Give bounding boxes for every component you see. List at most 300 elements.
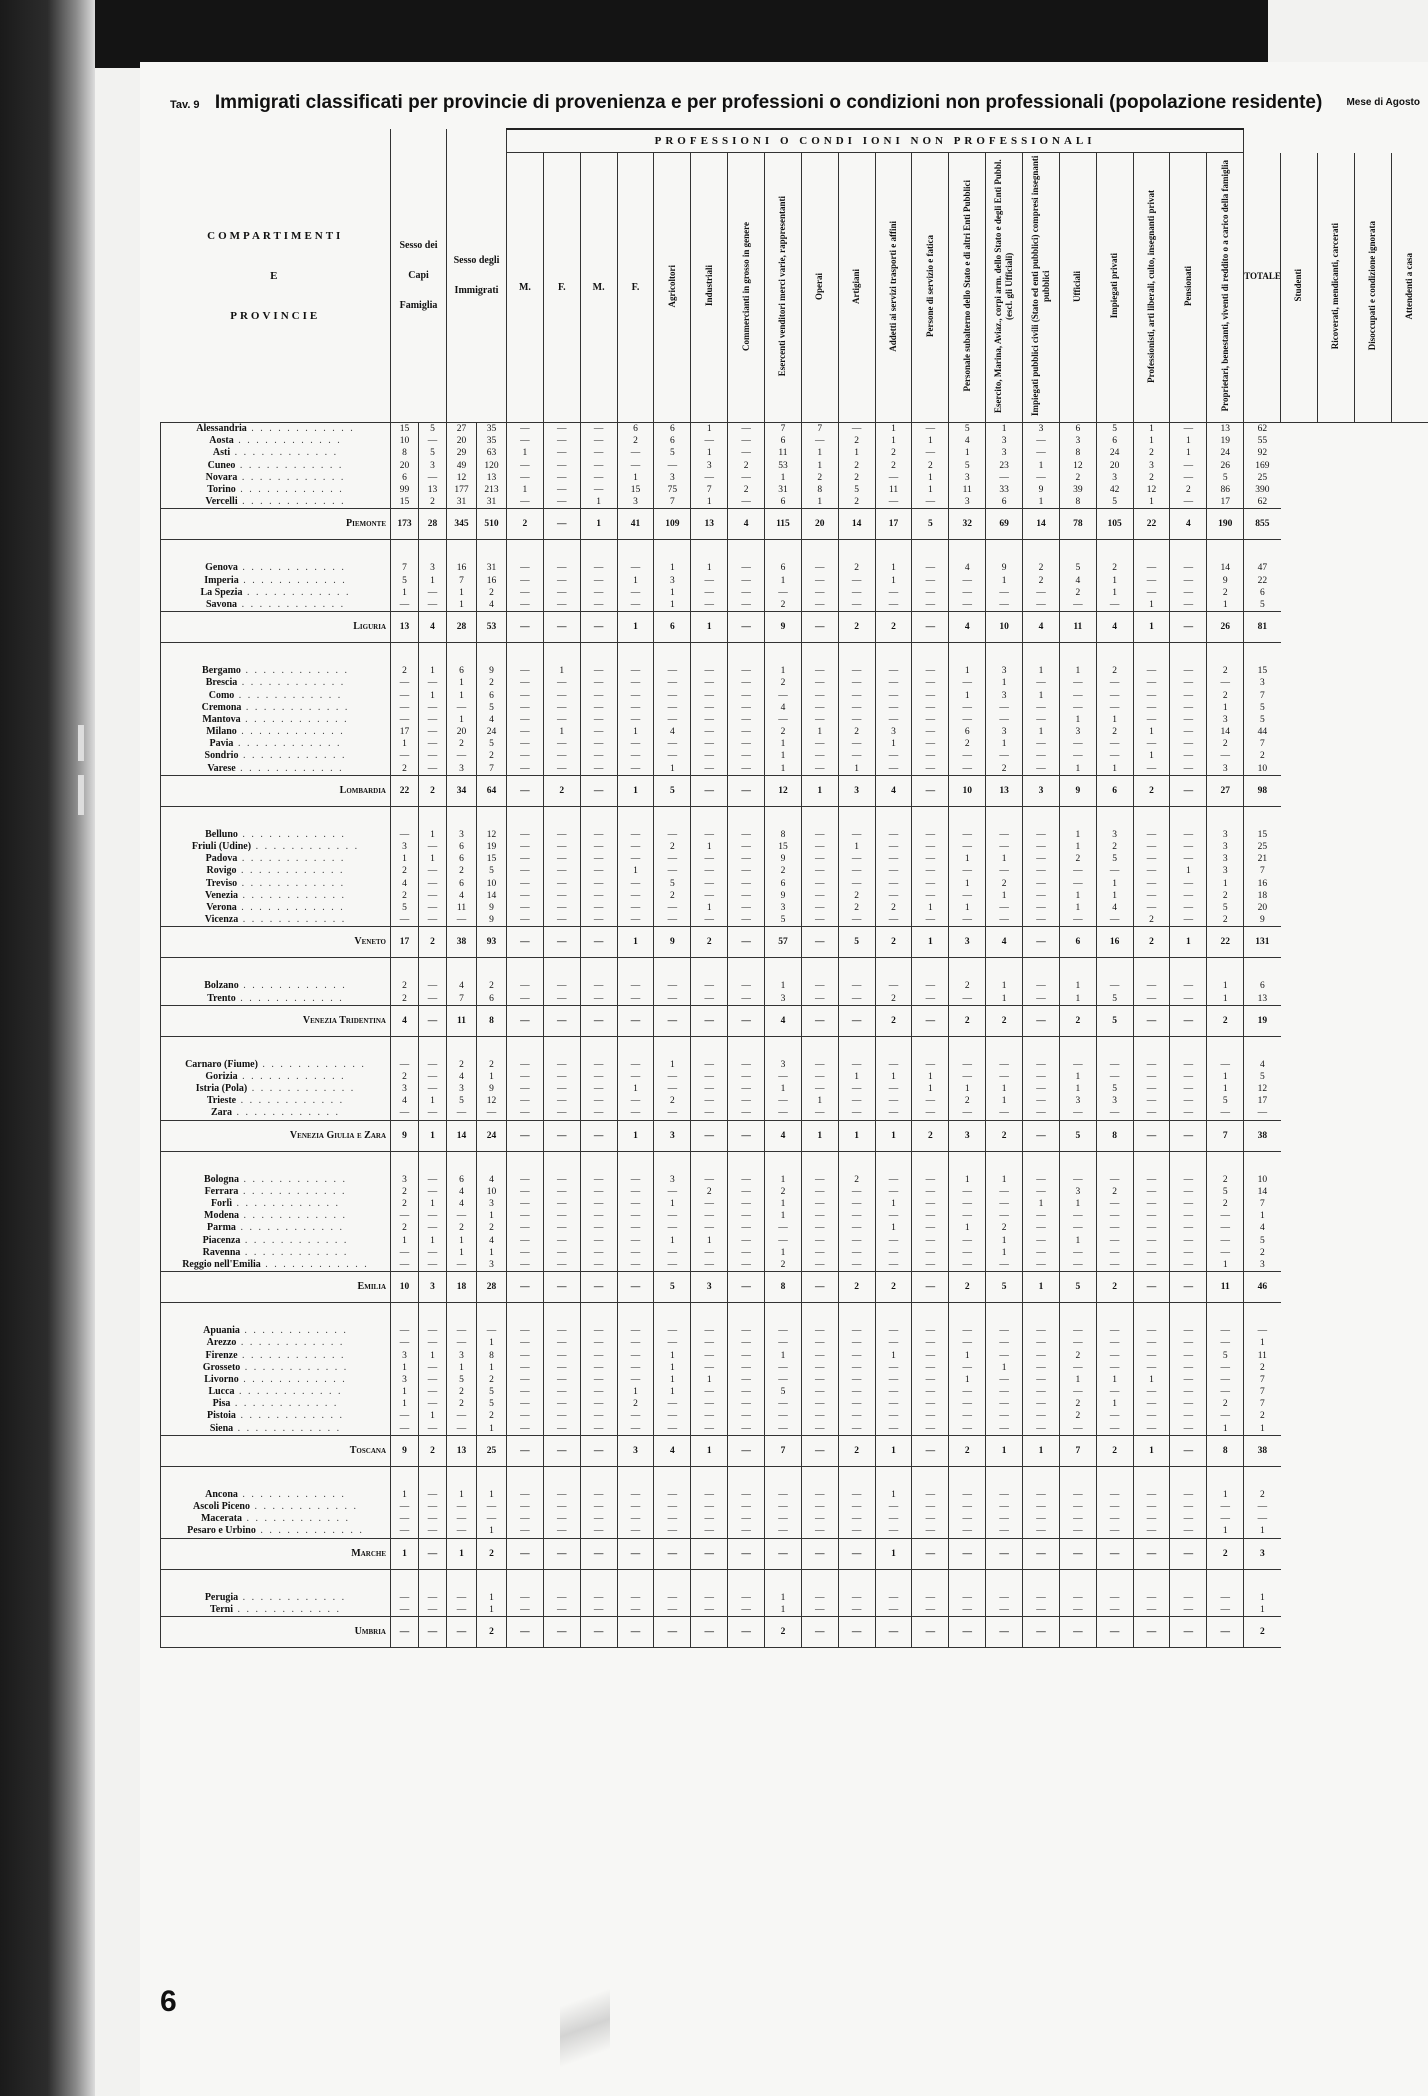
- region-total-row: [161, 1005, 1428, 1036]
- value-cell: —: [1170, 775, 1207, 806]
- value-cell: —: [691, 472, 728, 484]
- value-cell: —: [838, 423, 875, 436]
- value-cell: 3: [419, 562, 447, 574]
- province-name: [161, 1059, 391, 1071]
- province-name: [161, 447, 391, 459]
- row-label: Lucca: [208, 1386, 235, 1398]
- value-cell: 1: [419, 853, 447, 865]
- value-cell: —: [838, 1525, 875, 1538]
- value-cell: 9: [391, 1435, 419, 1466]
- value-cell: 2: [765, 1259, 802, 1272]
- region-name: [161, 1435, 391, 1466]
- value-cell: —: [391, 1259, 419, 1272]
- row-label: Zara: [210, 1107, 233, 1119]
- value-cell: —: [507, 1325, 544, 1337]
- value-cell: 24: [1207, 447, 1244, 459]
- value-cell: —: [801, 1410, 838, 1422]
- value-cell: —: [912, 447, 949, 459]
- province-name: [161, 1071, 391, 1083]
- province-row: [161, 1186, 1428, 1198]
- value-cell: 2: [391, 1198, 419, 1210]
- value-cell: 1: [691, 841, 728, 853]
- value-cell: —: [580, 702, 617, 714]
- value-cell: —: [654, 1186, 691, 1198]
- compartimenti-header: [161, 129, 391, 423]
- province-row: [161, 1210, 1428, 1222]
- value-cell: —: [1170, 423, 1207, 436]
- value-cell: 3: [1023, 423, 1060, 436]
- value-cell: —: [691, 1083, 728, 1095]
- region-name: [161, 509, 391, 540]
- value-cell: —: [654, 689, 691, 701]
- value-cell: —: [543, 1198, 580, 1210]
- total-cell: 1: [1244, 1337, 1281, 1349]
- spacer-cell: [419, 1036, 447, 1059]
- value-cell: 8: [801, 484, 838, 496]
- value-cell: —: [507, 677, 544, 689]
- spacer-cell: [1023, 643, 1060, 666]
- spacer-cell: [654, 958, 691, 981]
- value-cell: —: [875, 1513, 912, 1525]
- value-cell: —: [1133, 841, 1170, 853]
- value-cell: 1: [691, 902, 728, 914]
- value-cell: 41: [617, 509, 654, 540]
- spacer-cell: [1244, 1466, 1281, 1489]
- value-cell: 2: [419, 496, 447, 509]
- value-cell: 1: [875, 1120, 912, 1151]
- value-cell: —: [580, 460, 617, 472]
- spacer-cell: [801, 643, 838, 666]
- value-cell: —: [691, 665, 728, 677]
- province-row: [161, 677, 1428, 689]
- province-name: [161, 1386, 391, 1398]
- value-cell: —: [617, 1005, 654, 1036]
- value-cell: 5: [654, 775, 691, 806]
- leader-dots: . . . . . . . . . . . .: [240, 1234, 349, 1246]
- value-cell: 5: [1059, 1120, 1096, 1151]
- value-cell: —: [1133, 1247, 1170, 1259]
- spacer-cell: [949, 1303, 986, 1326]
- value-cell: 1: [654, 1235, 691, 1247]
- value-cell: —: [617, 914, 654, 927]
- value-cell: —: [875, 914, 912, 927]
- region-total-row: [161, 775, 1428, 806]
- value-cell: 1: [949, 878, 986, 890]
- value-cell: —: [691, 1174, 728, 1186]
- value-cell: —: [949, 1592, 986, 1604]
- value-cell: —: [419, 1525, 447, 1538]
- value-cell: —: [838, 1247, 875, 1259]
- province-name: [161, 1604, 391, 1617]
- value-cell: 4: [654, 1435, 691, 1466]
- value-cell: 2: [1133, 775, 1170, 806]
- spacer-row: [161, 806, 1428, 829]
- spacer-cell: [838, 1569, 875, 1592]
- value-cell: —: [507, 1247, 544, 1259]
- spacer-cell: [419, 806, 447, 829]
- value-cell: —: [580, 435, 617, 447]
- value-cell: —: [875, 1059, 912, 1071]
- value-cell: —: [801, 1349, 838, 1361]
- spacer-cell: [391, 540, 419, 563]
- value-cell: 2: [765, 865, 802, 877]
- value-cell: 5: [419, 447, 447, 459]
- value-cell: —: [1096, 1525, 1133, 1538]
- value-cell: —: [617, 1222, 654, 1234]
- value-cell: —: [543, 1005, 580, 1036]
- profession-label: Attendenti a casa: [1404, 252, 1415, 319]
- value-cell: —: [801, 599, 838, 612]
- value-cell: —: [912, 575, 949, 587]
- value-cell: —: [507, 689, 544, 701]
- value-cell: 1: [1207, 1071, 1244, 1083]
- value-cell: 1: [391, 1362, 419, 1374]
- value-cell: —: [507, 1071, 544, 1083]
- spacer-cell: [419, 1151, 447, 1174]
- value-cell: —: [1170, 599, 1207, 612]
- value-cell: —: [838, 750, 875, 762]
- value-cell: —: [507, 460, 544, 472]
- value-cell: —: [691, 1210, 728, 1222]
- total-cell: 22: [1244, 575, 1281, 587]
- value-cell: 2: [477, 1222, 507, 1234]
- value-cell: —: [1023, 980, 1060, 992]
- value-cell: 5: [912, 509, 949, 540]
- value-cell: —: [1023, 865, 1060, 877]
- spacer-cell: [1207, 1036, 1244, 1059]
- value-cell: —: [728, 1071, 765, 1083]
- value-cell: —: [838, 1501, 875, 1513]
- leader-dots: . . . . . . . . . . . .: [240, 665, 349, 677]
- value-cell: —: [1133, 763, 1170, 776]
- value-cell: —: [1023, 1071, 1060, 1083]
- value-cell: 6: [391, 472, 419, 484]
- leader-dots: . . . . . . . . . . . .: [240, 713, 349, 725]
- spacer-cell: [1170, 540, 1207, 563]
- page-number: 6: [160, 1985, 177, 2018]
- value-cell: —: [1170, 878, 1207, 890]
- value-cell: 1: [949, 1374, 986, 1386]
- value-cell: —: [507, 763, 544, 776]
- value-cell: 5: [1096, 1083, 1133, 1095]
- value-cell: —: [912, 1272, 949, 1303]
- row-label: Carnaro (Fiume): [185, 1058, 258, 1070]
- value-cell: —: [391, 1604, 419, 1617]
- value-cell: —: [1170, 1071, 1207, 1083]
- value-cell: —: [875, 878, 912, 890]
- value-cell: 3: [447, 1083, 477, 1095]
- value-cell: —: [391, 914, 419, 927]
- total-cell: 98: [1244, 775, 1281, 806]
- spacer-cell: [580, 643, 617, 666]
- value-cell: 9: [477, 914, 507, 927]
- value-cell: —: [728, 1186, 765, 1198]
- value-cell: 5: [477, 702, 507, 714]
- spacer-cell: [1023, 806, 1060, 829]
- value-cell: 2: [838, 562, 875, 574]
- leader-dots: . . . . . . . . . . . .: [238, 1185, 347, 1197]
- value-cell: —: [543, 992, 580, 1005]
- value-cell: —: [654, 865, 691, 877]
- value-cell: 1: [507, 447, 544, 459]
- value-cell: 4: [477, 714, 507, 726]
- value-cell: —: [617, 665, 654, 677]
- value-cell: 4: [949, 562, 986, 574]
- region-total-row: [161, 1538, 1428, 1569]
- value-cell: —: [986, 1337, 1023, 1349]
- value-cell: —: [1170, 1337, 1207, 1349]
- value-cell: 5: [391, 575, 419, 587]
- value-cell: —: [1096, 702, 1133, 714]
- value-cell: 6: [949, 726, 986, 738]
- value-cell: —: [1133, 1423, 1170, 1436]
- value-cell: —: [912, 763, 949, 776]
- value-cell: 2: [986, 878, 1023, 890]
- value-cell: —: [1059, 702, 1096, 714]
- value-cell: —: [1170, 1210, 1207, 1222]
- value-cell: —: [617, 1489, 654, 1501]
- spacer-cell: [1059, 643, 1096, 666]
- value-cell: 3: [1059, 1095, 1096, 1107]
- value-cell: —: [391, 1210, 419, 1222]
- value-cell: 8: [1096, 1120, 1133, 1151]
- value-cell: —: [543, 689, 580, 701]
- value-cell: —: [801, 1362, 838, 1374]
- value-cell: —: [617, 1592, 654, 1604]
- province-name: [161, 1107, 391, 1120]
- row-label: Vicenza: [204, 914, 239, 926]
- value-cell: 12: [765, 775, 802, 806]
- value-cell: —: [801, 1337, 838, 1349]
- value-cell: —: [1170, 1222, 1207, 1234]
- row-label: Piacenza: [202, 1234, 241, 1246]
- spacer-cell: [580, 1151, 617, 1174]
- value-cell: —: [580, 612, 617, 643]
- value-cell: —: [543, 750, 580, 762]
- value-cell: —: [728, 1362, 765, 1374]
- value-cell: 1: [447, 599, 477, 612]
- value-cell: —: [1133, 1616, 1170, 1647]
- value-cell: —: [691, 1592, 728, 1604]
- value-cell: —: [838, 829, 875, 841]
- value-cell: 1: [477, 1604, 507, 1617]
- value-cell: 1: [949, 1349, 986, 1361]
- value-cell: 2: [654, 841, 691, 853]
- value-cell: —: [654, 750, 691, 762]
- value-cell: —: [507, 1210, 544, 1222]
- value-cell: —: [654, 902, 691, 914]
- value-cell: —: [391, 677, 419, 689]
- value-cell: —: [1096, 980, 1133, 992]
- value-cell: —: [875, 1325, 912, 1337]
- province-name: [161, 1222, 391, 1234]
- row-label: Varese: [207, 762, 236, 774]
- value-cell: 5: [1059, 1272, 1096, 1303]
- value-cell: —: [728, 689, 765, 701]
- value-cell: 1: [391, 1386, 419, 1398]
- value-cell: 2: [1096, 562, 1133, 574]
- value-cell: 1: [1023, 1198, 1060, 1210]
- value-cell: 7: [765, 423, 802, 436]
- value-cell: 1: [875, 562, 912, 574]
- value-cell: —: [986, 599, 1023, 612]
- province-name: [161, 702, 391, 714]
- value-cell: 1: [875, 738, 912, 750]
- value-cell: 1: [875, 1489, 912, 1501]
- leader-dots: . . . . . . . . . . . .: [237, 1488, 346, 1500]
- value-cell: —: [838, 1259, 875, 1272]
- value-cell: —: [1133, 1337, 1170, 1349]
- spacer-cell: [1133, 1569, 1170, 1592]
- value-cell: 2: [949, 1095, 986, 1107]
- value-cell: —: [543, 423, 580, 436]
- value-cell: —: [1023, 1410, 1060, 1422]
- spacer-cell: [617, 958, 654, 981]
- spacer-cell: [691, 1151, 728, 1174]
- value-cell: —: [580, 1186, 617, 1198]
- total-cell: 5: [1244, 702, 1281, 714]
- value-cell: —: [617, 1210, 654, 1222]
- value-cell: —: [1170, 1538, 1207, 1569]
- value-cell: —: [507, 1410, 544, 1422]
- value-cell: —: [1023, 1616, 1060, 1647]
- value-cell: 42: [1096, 484, 1133, 496]
- value-cell: —: [580, 1174, 617, 1186]
- value-cell: —: [728, 738, 765, 750]
- value-cell: 1: [1133, 599, 1170, 612]
- value-cell: 63: [477, 447, 507, 459]
- row-label: Savona: [205, 598, 238, 610]
- value-cell: —: [801, 1186, 838, 1198]
- value-cell: —: [728, 562, 765, 574]
- value-cell: —: [1096, 1210, 1133, 1222]
- value-cell: —: [507, 1423, 544, 1436]
- value-cell: —: [912, 702, 949, 714]
- spacer-cell: [1096, 958, 1133, 981]
- value-cell: —: [949, 763, 986, 776]
- value-cell: —: [1207, 1501, 1244, 1513]
- value-cell: 4: [1096, 612, 1133, 643]
- value-cell: 1: [875, 1435, 912, 1466]
- value-cell: 5: [1207, 1349, 1244, 1361]
- row-label: Umbria: [354, 1625, 386, 1637]
- value-cell: 3: [949, 927, 986, 958]
- value-cell: —: [1170, 1059, 1207, 1071]
- value-cell: —: [1096, 1501, 1133, 1513]
- value-cell: —: [1096, 677, 1133, 689]
- spacer-cell: [949, 1036, 986, 1059]
- region-name: [161, 1538, 391, 1569]
- leader-dots: . . . . . . . . . . . .: [233, 738, 342, 750]
- value-cell: —: [912, 1107, 949, 1120]
- value-cell: —: [477, 1501, 507, 1513]
- value-cell: —: [543, 738, 580, 750]
- value-cell: —: [949, 1210, 986, 1222]
- province-name: [161, 750, 391, 762]
- value-cell: —: [1207, 1616, 1244, 1647]
- value-cell: —: [419, 890, 447, 902]
- value-cell: —: [838, 1083, 875, 1095]
- value-cell: —: [1133, 1186, 1170, 1198]
- spacer-row: [161, 1569, 1428, 1592]
- total-cell: 2: [1244, 1616, 1281, 1647]
- profession-label: Industriali: [703, 265, 714, 307]
- value-cell: —: [507, 1386, 544, 1398]
- value-cell: 57: [765, 927, 802, 958]
- value-cell: —: [1170, 726, 1207, 738]
- value-cell: —: [838, 1337, 875, 1349]
- value-cell: —: [1133, 1198, 1170, 1210]
- value-cell: 1: [1096, 763, 1133, 776]
- value-cell: —: [1096, 1247, 1133, 1259]
- value-cell: —: [507, 775, 544, 806]
- value-cell: —: [838, 1107, 875, 1120]
- value-cell: 22: [1207, 927, 1244, 958]
- value-cell: —: [617, 1616, 654, 1647]
- value-cell: —: [617, 1525, 654, 1538]
- value-cell: —: [1023, 750, 1060, 762]
- profession-label: Persone di servizio e fatica: [924, 235, 935, 337]
- spacer-cell: [765, 1466, 802, 1489]
- spacer-cell: [161, 1466, 391, 1489]
- value-cell: 5: [654, 878, 691, 890]
- value-cell: —: [986, 1374, 1023, 1386]
- value-cell: —: [419, 472, 447, 484]
- value-cell: —: [1207, 1235, 1244, 1247]
- value-cell: —: [1170, 677, 1207, 689]
- value-cell: —: [912, 914, 949, 927]
- value-cell: —: [1133, 1525, 1170, 1538]
- value-cell: 1: [617, 1083, 654, 1095]
- value-cell: —: [765, 1222, 802, 1234]
- value-cell: —: [801, 890, 838, 902]
- value-cell: —: [1023, 1592, 1060, 1604]
- province-name: [161, 460, 391, 472]
- value-cell: —: [1133, 575, 1170, 587]
- value-cell: —: [728, 980, 765, 992]
- value-cell: —: [801, 1435, 838, 1466]
- value-cell: 2: [1059, 472, 1096, 484]
- total-cell: 92: [1244, 447, 1281, 459]
- value-cell: —: [986, 1398, 1023, 1410]
- leader-dots: . . . . . . . . . . . .: [232, 1198, 341, 1210]
- value-cell: —: [654, 1616, 691, 1647]
- value-cell: —: [543, 562, 580, 574]
- spacer-row: [161, 1466, 1428, 1489]
- spacer-cell: [507, 1303, 544, 1326]
- value-cell: 1: [1133, 435, 1170, 447]
- value-cell: 1: [617, 927, 654, 958]
- value-cell: 1: [912, 902, 949, 914]
- value-cell: 2: [1096, 1272, 1133, 1303]
- value-cell: —: [580, 1120, 617, 1151]
- value-cell: —: [949, 1489, 986, 1501]
- total-cell: 6: [1244, 587, 1281, 599]
- total-cell: 55: [1244, 435, 1281, 447]
- value-cell: —: [580, 1259, 617, 1272]
- value-cell: 2: [912, 460, 949, 472]
- value-cell: —: [1170, 992, 1207, 1005]
- value-cell: 22: [1133, 509, 1170, 540]
- value-cell: —: [1059, 1247, 1096, 1259]
- value-cell: —: [765, 714, 802, 726]
- total-cell: 19: [1244, 1005, 1281, 1036]
- region-name: [161, 1272, 391, 1303]
- value-cell: 3: [1207, 841, 1244, 853]
- spacer-cell: [543, 1569, 580, 1592]
- value-cell: 1: [1059, 1071, 1096, 1083]
- value-cell: 6: [986, 496, 1023, 509]
